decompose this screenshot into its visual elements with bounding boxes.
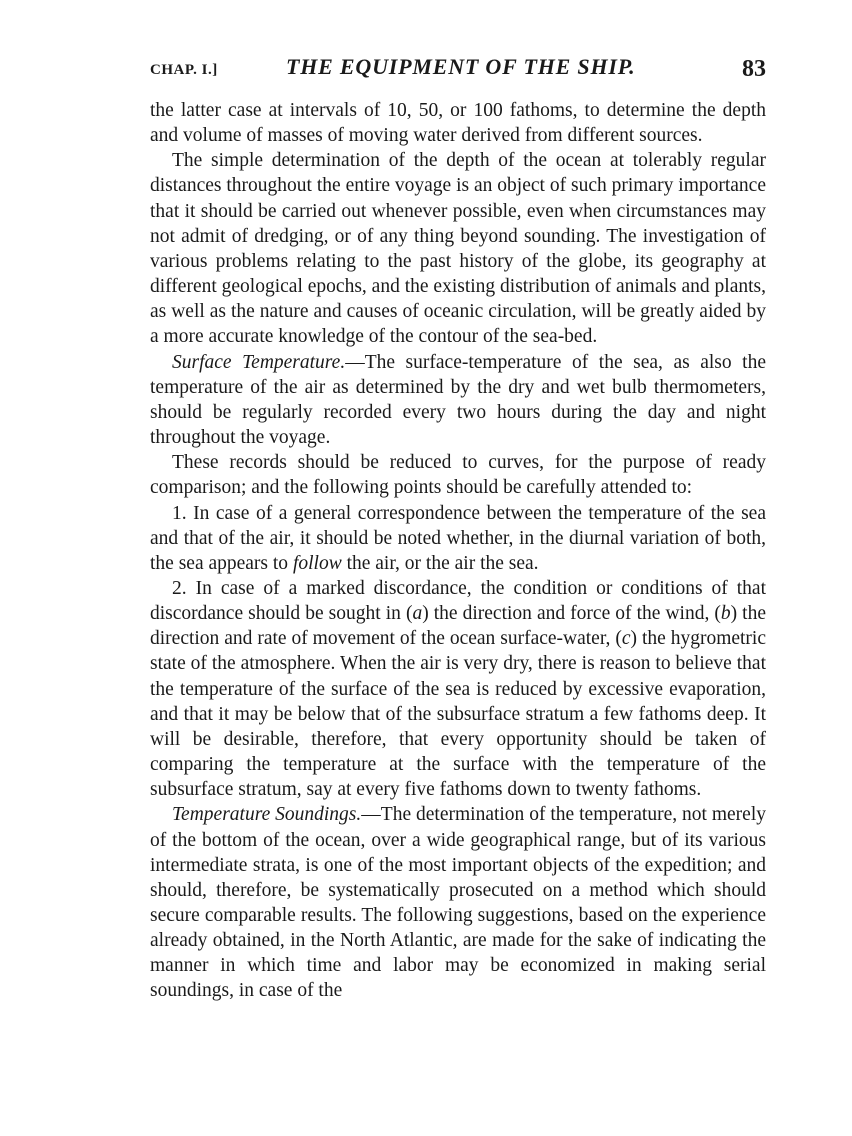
paragraph-text: ) the direction and force of the wind, (: [422, 603, 721, 625]
emphasis-b: b: [720, 603, 731, 625]
sidehead-temperature-soundings: Temperature Soundings.: [172, 804, 362, 826]
list-item-1: [150, 501, 766, 576]
paragraph-temperature-soundings: [150, 802, 766, 1003]
paragraph-text: 2. In case of a marked discordance, the condition or conditions of that discordance should be sought in (: [150, 577, 766, 625]
emphasis-a: a: [412, 603, 423, 625]
paragraph-text: —The determination of the temperature, not merely of the bottom of the ocean, over a wide geographical range, but of its various intermediate strata, is one of the most important objects of the expedition; and should, therefore, be systematically prosecuted on a method which should secure comparable results. The following suggestions, based on the experience already obtained, in the North Atlantic, are made for the sake of indicating the manner in which time and labor may be economized in making serial soundings, in case of the: [150, 804, 766, 1002]
emphasis-follow: follow: [292, 552, 342, 574]
paragraph-text: the air, or the air the sea.: [341, 552, 539, 574]
paragraph-text: —The surface-temperature of the sea, as also the temperature of the air as determined by the dry and wet bulb thermometers, should be regularly recorded every two hours during the day and night throughout the voyage.: [150, 351, 766, 449]
page-number: 83: [742, 56, 766, 82]
paragraph-text: 1. In case of a general correspondence between the temperature of the sea and that of the air, it should be noted whether, in the diurnal variation of both, the sea appears to: [150, 502, 766, 574]
list-item-2: [150, 576, 766, 802]
paragraph-continuation: the latter case at intervals of 10, 50, or 100 fathoms, to determine the depth and volume of masses of moving water derived from different sources.: [150, 100, 766, 147]
running-title: THE EQUIPMENT OF THE SHIP.: [286, 54, 636, 79]
book-page: [150, 50, 766, 1004]
paragraph-text: ) the hygrometric state of the atmosphere. When the air is very dry, there is reason to believe that the temperature of the surface of the sea is reduced by excessive evaporation, and that it may be below that of the subsurface stratum a few fathoms deep. It will be desirable, therefore, that every opportunity should be taken of comparing the temperature at the surface with the temperature of the subsurface stratum, say at every five fathoms down to twenty fathoms.: [150, 628, 766, 801]
paragraph-records-curves: These records should be reduced to curves, for the purpose of ready comparison; and the following points should be carefully attended to:: [150, 452, 766, 499]
running-head: [150, 50, 766, 90]
paragraph-text: ) the direction and rate of movement of the ocean surface-water, (: [150, 603, 766, 650]
chapter-label: CHAP. I.]: [150, 62, 218, 78]
emphasis-c: c: [621, 628, 631, 650]
paragraph-depth-sounding: The simple determination of the depth of the ocean at tolerably regular distances throughout the entire voyage is an object of such primary importance that it should be carried out whenever possible, even when circumstances may not admit of dredging, or of any thing beyond sounding. The investigation of various problems relating to the past history of the globe, its geography at different geological epochs, and the existing distribution of animals and plants, as well as the nature and causes of oceanic circulation, will be greatly aided by a more accurate knowledge of the contour of the sea-bed.: [150, 150, 766, 348]
body-text: [150, 98, 766, 1004]
paragraph-surface-temperature: [150, 350, 766, 451]
sidehead-surface-temperature: Surface Temperature.: [172, 351, 346, 373]
